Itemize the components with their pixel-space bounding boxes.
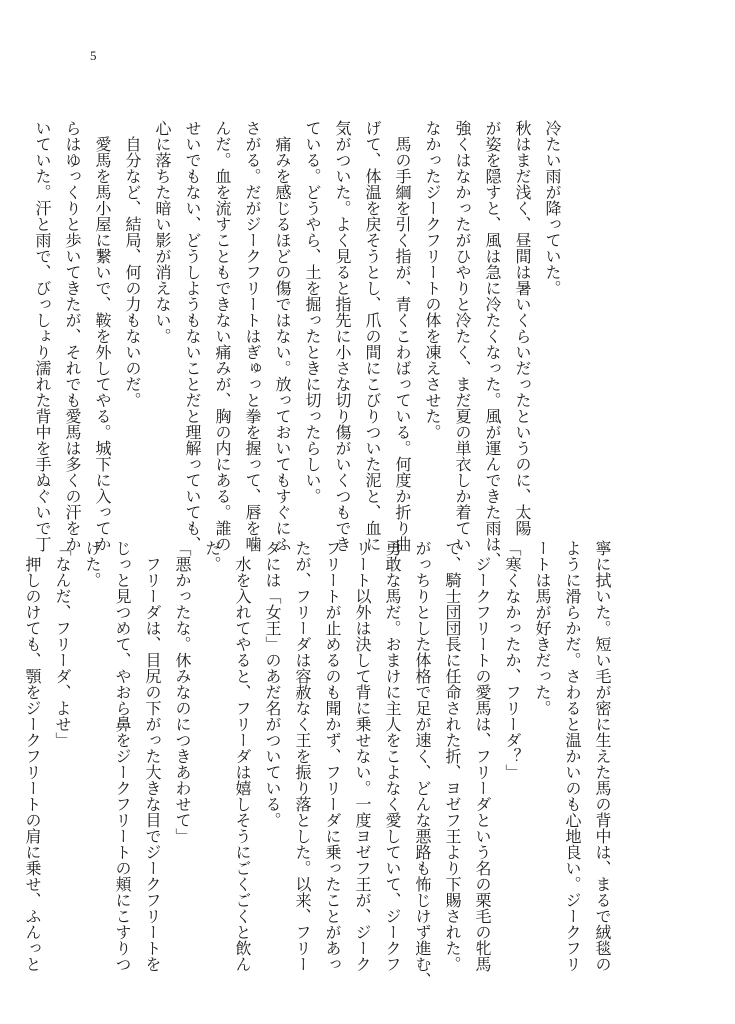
text-line: 愛馬を馬小屋に繋いで、鞍を外してやる。城下に入ってか (93, 120, 112, 552)
text-line: 勇敢な馬だ。おまけに主人をこよなく愛していて、ジークフ (383, 540, 402, 972)
text-line: 気がついた。よく見ると指先に小さな切り傷がいくつもでき (333, 120, 352, 552)
text-line: 心に落ちた暗い影が消えない。 (153, 120, 172, 344)
text-line: 秋はまだ浅く、昼間は暑いくらいだったというのに、太陽 (513, 120, 532, 536)
text-line: 「悪かったな。休みなのにつきあわせて」 (173, 540, 192, 844)
text-line: けた。 (83, 540, 102, 588)
text-line: じっと見つめて、やおら鼻をジークフリートの頬にこすりつ (113, 540, 132, 972)
text-line: だ。 (203, 540, 222, 572)
text-line: ジークフリートの愛馬は、フリーダという名の栗毛の牝馬 (473, 540, 492, 972)
text-line: さがる。だがジークフリートはぎゅっと拳を握って、唇を噛 (243, 120, 262, 552)
text-line: が姿を隠すと、風は急に冷たくなった。風が運んできた雨は、 (483, 120, 502, 568)
text-line: 「寒くなかったか、フリーダ？」 (503, 540, 522, 780)
text-line: 水を入れてやると、フリーダは嬉しそうにごくごくと飲ん (233, 540, 252, 972)
text-line: げて、体温を戻そうとし、爪の間にこびりついた泥と、血に (363, 120, 382, 552)
text-line: ように滑らかだ。さわると温かいのも心地良い。ジークフリ (563, 540, 582, 972)
text-line: なかったジークフリートの体を凍えさせた。 (423, 120, 442, 440)
text-line: たが、フリーダは容赦なく王を振り落とした。以来、フリー (293, 540, 312, 972)
text-line: 馬の手綱を引く指が、青くこわばっている。何度か折り曲 (393, 120, 412, 552)
text-line: らはゆっくりと歩いてきたが、それでも愛馬は多くの汗をか (63, 120, 82, 552)
text-line: がっちりとした体格で足が速く、どんな悪路も怖じけず進む、 (413, 540, 432, 988)
text-line: 自分など、結局、何の力もないのだ。 (123, 120, 142, 408)
page-number: 5 (90, 48, 97, 63)
text-line: ートは馬が好きだった。 (533, 540, 552, 716)
text-line: 冷たい雨が降っていた。 (543, 120, 562, 296)
text-line: 痛みを感じるほどの傷ではない。放っておいてもすぐにふ (273, 120, 292, 552)
text-line: 寧に拭いた。短い毛が密に生えた馬の背中は、まるで絨毯の (593, 540, 612, 972)
text-line: ている。どうやら、土を掘ったときに切ったらしい。 (303, 120, 322, 504)
text-line: せいでもない、どうしようもないことだと理解っていても、 (183, 120, 202, 552)
text-line: フリートが止めるのも聞かず、フリーダに乗ったことがあっ (323, 540, 342, 972)
text-line: 押しのけても、顎をジークフリートの肩に乗せ、ふんっと (23, 540, 42, 972)
text-line: 強くはなかったがひやりと冷たく、まだ夏の単衣しか着てい (453, 120, 472, 552)
text-line: ダには「女王」のあだ名がついている。 (263, 540, 282, 828)
text-line: 「なんだ、フリーダ、よせ」 (53, 540, 72, 748)
text-line: んだ。血を流すこともできない痛みが、胸の内にある。誰の (213, 120, 232, 552)
lower-text-block (17, 540, 617, 988)
text-line: フリーダは、目尻の下がった大きな目でジークフリートを (143, 540, 162, 972)
text-line: で、騎士団団長に任命された折、ヨゼフ王より下賜された。 (443, 540, 462, 972)
text-line: リート以外は決して背に乗せない。一度ヨゼフ王が、ジーク (353, 540, 372, 972)
text-line: いていた。汗と雨で、びっしょり濡れた背中を手ぬぐいで丁 (33, 120, 52, 552)
